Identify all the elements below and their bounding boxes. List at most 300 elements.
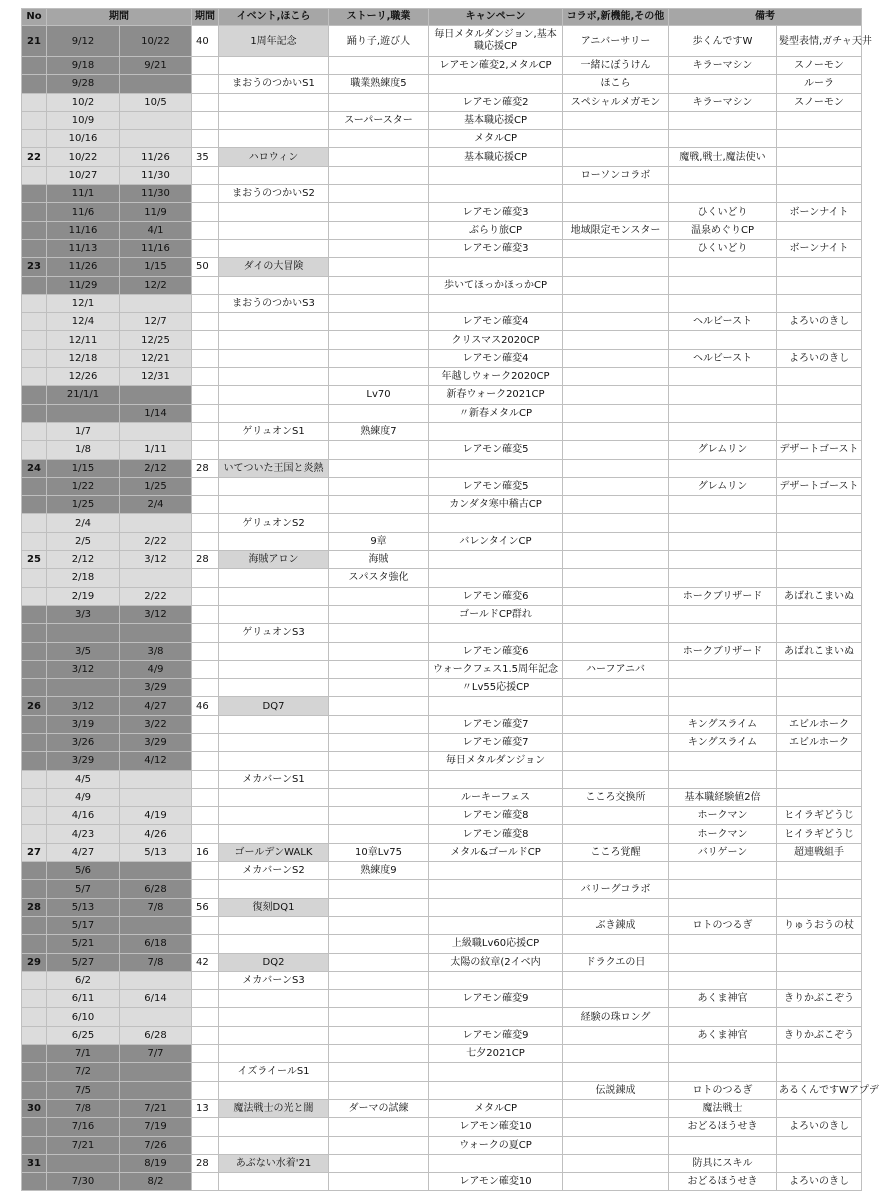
cell-note1: ヘルビースト	[669, 313, 777, 331]
cell-campaign	[429, 185, 563, 203]
cell-collab: スペシャルメガモン	[563, 93, 669, 111]
cell-event	[219, 532, 329, 550]
cell-duration: 50	[192, 258, 219, 276]
cell-no: 24	[22, 459, 47, 477]
cell-story	[329, 185, 429, 203]
cell-duration	[192, 331, 219, 349]
cell-note1	[669, 75, 777, 93]
table-row	[22, 26, 862, 57]
cell-collab	[563, 294, 669, 312]
cell-collab	[563, 1173, 669, 1191]
cell-duration	[192, 788, 219, 806]
cell-note2: よろいのきし	[777, 349, 862, 367]
cell-event	[219, 605, 329, 623]
cell-event	[219, 788, 329, 806]
cell-event: 魔法戦士の光と闇	[219, 1099, 329, 1117]
cell-collab: バリーグコラボ	[563, 880, 669, 898]
cell-campaign: レアモン確変4	[429, 313, 563, 331]
cell-end: 4/27	[120, 697, 192, 715]
table-row	[22, 239, 862, 257]
cell-story	[329, 258, 429, 276]
table-row	[22, 715, 862, 733]
cell-note2: 超連戦組手	[777, 843, 862, 861]
cell-story	[329, 733, 429, 751]
header-campaign: キャンペーン	[429, 9, 563, 26]
cell-story	[329, 166, 429, 184]
table-row	[22, 1008, 862, 1026]
cell-no	[22, 788, 47, 806]
cell-campaign	[429, 294, 563, 312]
cell-event	[219, 313, 329, 331]
cell-story: 熟練度7	[329, 422, 429, 440]
cell-no	[22, 331, 47, 349]
cell-campaign: 七夕2021CP	[429, 1045, 563, 1063]
cell-start: 7/16	[47, 1118, 120, 1136]
cell-no	[22, 770, 47, 788]
cell-story	[329, 660, 429, 678]
cell-note2	[777, 496, 862, 514]
table-row	[22, 111, 862, 129]
cell-no: 29	[22, 953, 47, 971]
cell-duration: 42	[192, 953, 219, 971]
cell-no	[22, 422, 47, 440]
cell-collab	[563, 349, 669, 367]
cell-story	[329, 441, 429, 459]
cell-story	[329, 880, 429, 898]
cell-collab: 一緒にぼうけん	[563, 57, 669, 75]
cell-collab	[563, 697, 669, 715]
cell-collab	[563, 1154, 669, 1172]
cell-campaign: 〃Lv55応援CP	[429, 679, 563, 697]
cell-start: 2/18	[47, 569, 120, 587]
cell-duration: 28	[192, 551, 219, 569]
cell-event	[219, 1136, 329, 1154]
cell-no	[22, 1136, 47, 1154]
cell-note2	[777, 971, 862, 989]
cell-collab	[563, 1026, 669, 1044]
cell-campaign: ウォークフェス1.5周年記念	[429, 660, 563, 678]
cell-campaign: 基本職応援CP	[429, 111, 563, 129]
cell-campaign: ウォークの夏CP	[429, 1136, 563, 1154]
cell-end	[120, 386, 192, 404]
cell-no	[22, 679, 47, 697]
cell-event	[219, 239, 329, 257]
cell-end: 7/7	[120, 1045, 192, 1063]
header-event: イベント,ほこら	[219, 9, 329, 26]
cell-campaign: カンダタ寒中稽古CP	[429, 496, 563, 514]
cell-start: 5/17	[47, 916, 120, 934]
cell-campaign: 毎日メタルダンジョン,基本職応援CP	[429, 26, 563, 57]
cell-story: ダーマの試練	[329, 1099, 429, 1117]
cell-note2	[777, 111, 862, 129]
cell-start: 3/12	[47, 697, 120, 715]
cell-note2	[777, 935, 862, 953]
table-row	[22, 935, 862, 953]
cell-no: 26	[22, 697, 47, 715]
cell-campaign: レアモン確変7	[429, 715, 563, 733]
cell-duration	[192, 532, 219, 550]
cell-note2	[777, 221, 862, 239]
cell-start: 12/11	[47, 331, 120, 349]
cell-campaign	[429, 770, 563, 788]
cell-event	[219, 1008, 329, 1026]
cell-start: 10/2	[47, 93, 120, 111]
cell-campaign: クリスマス2020CP	[429, 331, 563, 349]
table-row	[22, 294, 862, 312]
cell-start: 10/9	[47, 111, 120, 129]
cell-duration	[192, 1081, 219, 1099]
cell-event: 復刻DQ1	[219, 898, 329, 916]
cell-start: 12/26	[47, 368, 120, 386]
table-row	[22, 130, 862, 148]
cell-start: 1/8	[47, 441, 120, 459]
cell-collab	[563, 551, 669, 569]
cell-duration	[192, 441, 219, 459]
cell-campaign: レアモン確変8	[429, 825, 563, 843]
cell-duration	[192, 752, 219, 770]
cell-event	[219, 1026, 329, 1044]
table-row	[22, 1045, 862, 1063]
cell-end: 2/4	[120, 496, 192, 514]
cell-event	[219, 477, 329, 495]
cell-note1: 防具にスキル	[669, 1154, 777, 1172]
cell-story	[329, 313, 429, 331]
cell-story	[329, 642, 429, 660]
cell-start: 9/28	[47, 75, 120, 93]
cell-duration	[192, 404, 219, 422]
cell-story	[329, 788, 429, 806]
cell-no	[22, 496, 47, 514]
cell-note2	[777, 386, 862, 404]
cell-note1	[669, 862, 777, 880]
cell-start: 7/8	[47, 1099, 120, 1117]
cell-note1: あくま神官	[669, 990, 777, 1008]
cell-note2: エビルホーク	[777, 733, 862, 751]
cell-note2: あばれこまいぬ	[777, 642, 862, 660]
cell-end: 11/9	[120, 203, 192, 221]
cell-no	[22, 605, 47, 623]
cell-event	[219, 825, 329, 843]
cell-note1: ホークマン	[669, 825, 777, 843]
cell-note1	[669, 1063, 777, 1081]
cell-note2: スノーモン	[777, 57, 862, 75]
cell-campaign: レアモン確変6	[429, 642, 563, 660]
cell-event	[219, 642, 329, 660]
cell-campaign: レアモン確変2	[429, 93, 563, 111]
table-row	[22, 313, 862, 331]
cell-start	[47, 404, 120, 422]
table-row	[22, 587, 862, 605]
cell-note1: キラーマシン	[669, 57, 777, 75]
table-row	[22, 953, 862, 971]
cell-event	[219, 990, 329, 1008]
header-duration: 期間	[192, 9, 219, 26]
cell-end: 4/12	[120, 752, 192, 770]
cell-collab: 伝説錬成	[563, 1081, 669, 1099]
cell-campaign: ぶらり旅CP	[429, 221, 563, 239]
cell-campaign: 歩いてほっかほっかCP	[429, 276, 563, 294]
cell-note1	[669, 459, 777, 477]
cell-start: 10/16	[47, 130, 120, 148]
cell-campaign: レアモン確変3	[429, 203, 563, 221]
cell-no	[22, 166, 47, 184]
cell-end: 7/8	[120, 953, 192, 971]
cell-end: 11/30	[120, 166, 192, 184]
cell-note1	[669, 276, 777, 294]
cell-no	[22, 1063, 47, 1081]
table-row	[22, 93, 862, 111]
cell-story	[329, 1173, 429, 1191]
cell-end: 7/21	[120, 1099, 192, 1117]
cell-start	[47, 624, 120, 642]
cell-note1	[669, 880, 777, 898]
cell-end: 3/22	[120, 715, 192, 733]
cell-duration: 28	[192, 1154, 219, 1172]
cell-end	[120, 75, 192, 93]
cell-start: 7/2	[47, 1063, 120, 1081]
table-row	[22, 1081, 862, 1099]
cell-duration: 16	[192, 843, 219, 861]
cell-start: 10/27	[47, 166, 120, 184]
cell-no: 23	[22, 258, 47, 276]
cell-event	[219, 441, 329, 459]
cell-no	[22, 239, 47, 257]
cell-start: 2/4	[47, 514, 120, 532]
cell-note1	[669, 679, 777, 697]
cell-no	[22, 971, 47, 989]
cell-duration	[192, 733, 219, 751]
cell-note1: ロトのつるぎ	[669, 916, 777, 934]
cell-note2	[777, 459, 862, 477]
table-row	[22, 770, 862, 788]
cell-story	[329, 825, 429, 843]
cell-collab	[563, 715, 669, 733]
cell-collab	[563, 587, 669, 605]
cell-collab	[563, 935, 669, 953]
cell-note2	[777, 185, 862, 203]
cell-note1	[669, 422, 777, 440]
table-row	[22, 404, 862, 422]
cell-collab	[563, 459, 669, 477]
cell-duration	[192, 422, 219, 440]
cell-collab: 経験の珠ロング	[563, 1008, 669, 1026]
table-row	[22, 569, 862, 587]
cell-no	[22, 916, 47, 934]
cell-event	[219, 331, 329, 349]
header-no: No	[22, 9, 47, 26]
cell-note2: あばれこまいぬ	[777, 587, 862, 605]
table-row	[22, 1099, 862, 1117]
cell-story: スーパースター	[329, 111, 429, 129]
cell-start: 12/4	[47, 313, 120, 331]
cell-note1: 基本職経験値2倍	[669, 788, 777, 806]
cell-note1	[669, 532, 777, 550]
cell-note1: ひくいどり	[669, 239, 777, 257]
cell-event: メカバーンS2	[219, 862, 329, 880]
cell-collab	[563, 111, 669, 129]
cell-start: 7/5	[47, 1081, 120, 1099]
cell-no: 22	[22, 148, 47, 166]
cell-campaign: メタルCP	[429, 130, 563, 148]
cell-no	[22, 313, 47, 331]
cell-no	[22, 185, 47, 203]
cell-note2: 髪型表情,ガチャ天井	[777, 26, 862, 57]
cell-duration	[192, 276, 219, 294]
cell-campaign: メタル&ゴールドCP	[429, 843, 563, 861]
cell-event: 海賊アロン	[219, 551, 329, 569]
cell-collab	[563, 514, 669, 532]
cell-end: 6/28	[120, 880, 192, 898]
cell-no	[22, 1118, 47, 1136]
cell-campaign: 上級職Lv60応援CP	[429, 935, 563, 953]
cell-story	[329, 935, 429, 953]
cell-note2	[777, 660, 862, 678]
cell-end	[120, 294, 192, 312]
cell-story: Lv70	[329, 386, 429, 404]
cell-end	[120, 916, 192, 934]
table-row	[22, 843, 862, 861]
cell-campaign	[429, 551, 563, 569]
cell-campaign: レアモン確変6	[429, 587, 563, 605]
cell-collab	[563, 496, 669, 514]
cell-campaign: レアモン確変2,メタルCP	[429, 57, 563, 75]
table-row	[22, 916, 862, 934]
cell-campaign: レアモン確変9	[429, 1026, 563, 1044]
cell-note2	[777, 679, 862, 697]
cell-event: まおうのつかいS1	[219, 75, 329, 93]
table-row	[22, 807, 862, 825]
cell-end: 3/8	[120, 642, 192, 660]
table-row	[22, 752, 862, 770]
cell-story	[329, 752, 429, 770]
cell-duration	[192, 75, 219, 93]
cell-collab	[563, 733, 669, 751]
table-row	[22, 441, 862, 459]
cell-no	[22, 1045, 47, 1063]
cell-campaign	[429, 569, 563, 587]
cell-event: メカバーンS1	[219, 770, 329, 788]
cell-event	[219, 276, 329, 294]
cell-story: 海賊	[329, 551, 429, 569]
cell-collab	[563, 1099, 669, 1117]
cell-duration	[192, 679, 219, 697]
cell-no	[22, 715, 47, 733]
cell-note1	[669, 898, 777, 916]
cell-note2	[777, 898, 862, 916]
cell-note1	[669, 697, 777, 715]
cell-event	[219, 1118, 329, 1136]
cell-campaign	[429, 880, 563, 898]
cell-start: 4/5	[47, 770, 120, 788]
table-row	[22, 1136, 862, 1154]
cell-note1	[669, 166, 777, 184]
cell-end: 6/28	[120, 1026, 192, 1044]
cell-note1: おどるほうせき	[669, 1118, 777, 1136]
cell-no	[22, 642, 47, 660]
cell-note1	[669, 971, 777, 989]
cell-note2	[777, 697, 862, 715]
cell-story	[329, 587, 429, 605]
cell-end: 8/2	[120, 1173, 192, 1191]
cell-story: 10章Lv75	[329, 843, 429, 861]
cell-start: 3/29	[47, 752, 120, 770]
cell-event: ゲリュオンS3	[219, 624, 329, 642]
cell-duration	[192, 386, 219, 404]
cell-event: ハロウィン	[219, 148, 329, 166]
cell-end: 7/26	[120, 1136, 192, 1154]
cell-event: ゴールデンWALK	[219, 843, 329, 861]
cell-no	[22, 386, 47, 404]
cell-campaign: ルーキーフェス	[429, 788, 563, 806]
cell-note2: ボーンナイト	[777, 203, 862, 221]
cell-note1	[669, 935, 777, 953]
table-row	[22, 788, 862, 806]
cell-duration: 56	[192, 898, 219, 916]
cell-note2	[777, 605, 862, 623]
cell-collab	[563, 239, 669, 257]
table-row	[22, 551, 862, 569]
cell-event: 1周年記念	[219, 26, 329, 57]
cell-note2: ボーンナイト	[777, 239, 862, 257]
cell-event: あぶない水着'21	[219, 1154, 329, 1172]
table-row	[22, 733, 862, 751]
cell-end	[120, 422, 192, 440]
cell-no	[22, 111, 47, 129]
table-row	[22, 532, 862, 550]
cell-note2: きりかぶこぞう	[777, 1026, 862, 1044]
cell-story	[329, 221, 429, 239]
cell-note2	[777, 130, 862, 148]
cell-no	[22, 404, 47, 422]
cell-story	[329, 57, 429, 75]
cell-end	[120, 514, 192, 532]
cell-note2	[777, 514, 862, 532]
cell-duration	[192, 587, 219, 605]
cell-story	[329, 916, 429, 934]
cell-collab	[563, 532, 669, 550]
cell-start: 21/1/1	[47, 386, 120, 404]
cell-collab: ぶき錬成	[563, 916, 669, 934]
cell-duration	[192, 294, 219, 312]
header-row	[22, 9, 862, 26]
cell-story	[329, 715, 429, 733]
cell-no	[22, 349, 47, 367]
cell-no	[22, 1173, 47, 1191]
cell-note2	[777, 1045, 862, 1063]
table-row	[22, 203, 862, 221]
table-row	[22, 1173, 862, 1191]
cell-collab	[563, 825, 669, 843]
table-row	[22, 185, 862, 203]
cell-story	[329, 1045, 429, 1063]
cell-campaign: 毎日メタルダンジョン	[429, 752, 563, 770]
cell-note1	[669, 953, 777, 971]
cell-campaign: 基本職応援CP	[429, 148, 563, 166]
cell-end: 8/19	[120, 1154, 192, 1172]
cell-note2	[777, 1063, 862, 1081]
table-row	[22, 624, 862, 642]
cell-duration	[192, 1026, 219, 1044]
cell-note2	[777, 788, 862, 806]
cell-no	[22, 514, 47, 532]
cell-story: スパスタ強化	[329, 569, 429, 587]
cell-event	[219, 93, 329, 111]
cell-campaign	[429, 1081, 563, 1099]
cell-no	[22, 203, 47, 221]
cell-duration	[192, 935, 219, 953]
cell-end: 5/13	[120, 843, 192, 861]
cell-duration	[192, 825, 219, 843]
